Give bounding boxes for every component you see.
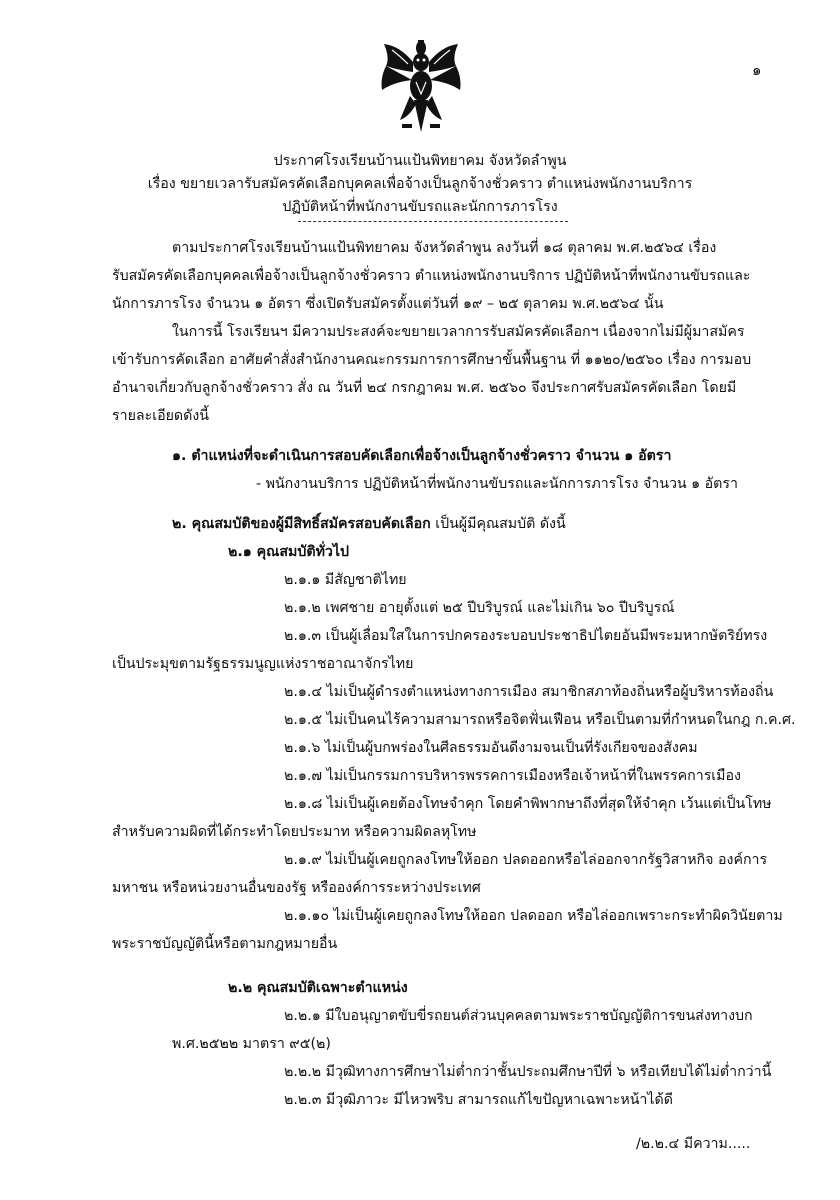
item-2-1-8-cont: สำหรับความผิดที่ได้กระทำโดยประมาท หรือความผิดลหุโทษ [112, 824, 477, 840]
intro-p1-line-3: นักการภารโรง จำนวน ๑ อัตรา ซึ่งเปิดรับสมัครตั้งแต่วันที่ ๑๙ – ๒๕ ตุลาคม พ.ศ.๒๕๖๔ นั้น [112, 296, 664, 312]
subsection-2-1-heading: ๒.๑ คุณสมบัติทั่วไป [228, 544, 350, 560]
item-2-1-9-cont: มหาชน หรือหน่วยงานอื่นของรัฐ หรือองค์การระหว่างประเทศ [112, 880, 481, 896]
item-2-1-6: ๒.๑.๖ ไม่เป็นผู้บกพร่องในศีลธรรมอันดีงามจนเป็นที่รังเกียจของสังคม [284, 740, 698, 756]
announcement-title: ประกาศโรงเรียนบ้านแป้นพิทยาคม จังหวัดลำพูน [273, 153, 567, 169]
intro-p2-line-3: อำนาจเกี่ยวกับลูกจ้างชั่วคราว สั่ง ณ วันที่ ๒๔ กรกฎาคม พ.ศ. ๒๕๖๐ จึงประกาศรับสมัครคัดเลือก โดยมี [112, 380, 737, 396]
item-2-1-8: ๒.๑.๘ ไม่เป็นผู้เคยต้องโทษจำคุก โดยคำพิพากษาถึงที่สุดให้จำคุก เว้นแต่เป็นโทษ [284, 796, 772, 812]
section-2-heading-tail: เป็นผู้มีคุณสมบัติ ดังนี้ [430, 516, 566, 532]
header-divider [298, 221, 568, 222]
item-2-1-3-cont: เป็นประมุขตามรัฐธรรมนูญแห่งราชอาณาจักรไทย [112, 656, 414, 672]
section-1-heading: ๑. ตำแหน่งที่จะดำเนินการสอบคัดเลือกเพื่อจ้างเป็นลูกจ้างชั่วคราว จำนวน ๑ อัตรา [172, 448, 672, 464]
continuation-note: /๒.๒.๔ มีความ..... [636, 1136, 751, 1152]
item-2-1-3: ๒.๑.๓ เป็นผู้เลื่อมใสในการปกครองระบอบประชาธิปไตยอันมีพระมหากษัตริย์ทรง [284, 628, 768, 644]
page-number: ๑ [752, 61, 762, 79]
item-2-1-7: ๒.๑.๗ ไม่เป็นกรรมการบริหารพรรคการเมืองหรือเจ้าหน้าที่ในพรรคการเมือง [284, 768, 741, 784]
garuda-emblem-icon [380, 36, 462, 136]
item-2-2-1-cont: พ.ศ.๒๕๒๒ มาตรา ๙๕(๒) [172, 1036, 331, 1052]
intro-p1-line-1: ตามประกาศโรงเรียนบ้านแป้นพิทยาคม จังหวัดลำพูน ลงวันที่ ๑๘ ตุลาคม พ.ศ.๒๕๖๔ เรื่อง [172, 240, 717, 256]
item-2-1-4: ๒.๑.๔ ไม่เป็นผู้ดำรงตำแหน่งทางการเมือง สมาชิกสภาท้องถิ่นหรือผู้บริหารท้องถิ่น [284, 684, 774, 700]
item-2-2-3: ๒.๒.๓ มีวุฒิภาวะ มีไหวพริบ สามารถแก้ไขปัญหาเฉพาะหน้าได้ดี [284, 1092, 673, 1108]
subsection-2-2-heading: ๒.๒ คุณสมบัติเฉพาะตำแหน่ง [228, 980, 408, 996]
intro-p2-line-2: เข้ารับการคัดเลือก อาศัยคำสั่งสำนักงานคณะกรรมการการศึกษาขั้นพื้นฐาน ที่ ๑๑๒๐/๒๕๖๐ เรื่อง การมอบ [112, 352, 752, 368]
item-2-1-1: ๒.๑.๑ มีสัญชาติไทย [284, 572, 407, 588]
section-2-heading-bold: ๒. คุณสมบัติของผู้มีสิทธิ์สมัครสอบคัดเลือก [172, 516, 431, 532]
section-2-heading [172, 514, 566, 534]
item-2-1-2: ๒.๑.๒ เพศชาย อายุตั้งแต่ ๒๕ ปีบริบูรณ์ และไม่เกิน ๖๐ ปีบริบูรณ์ [284, 600, 675, 616]
item-2-1-10-cont: พระราชบัญญัตินี้หรือตามกฎหมายอื่น [112, 936, 338, 952]
intro-p1-line-2: รับสมัครคัดเลือกบุคคลเพื่อจ้างเป็นลูกจ้างชั่วคราว ตำแหน่งพนักงานบริการ ปฏิบัติหน้าที่พนักงานขับรถและ [112, 268, 751, 284]
item-2-1-10: ๒.๑.๑๐ ไม่เป็นผู้เคยถูกลงโทษให้ออก ปลดออก หรือไล่ออกเพราะกระทำผิดวินัยตาม [284, 908, 783, 924]
intro-p2-line-1: ในการนี้ โรงเรียนฯ มีความประสงค์จะขยายเวลาการรับสมัครคัดเลือกฯ เนื่องจากไม่มีผู้มาสมัคร [172, 324, 745, 340]
subject-line-2: ปฏิบัติหน้าที่พนักงานขับรถและนักการภารโรง [282, 199, 558, 215]
section-1-item: - พนักงานบริการ ปฏิบัติหน้าที่พนักงานขับรถและนักการภารโรง จำนวน ๑ อัตรา [256, 476, 738, 492]
item-2-2-1: ๒.๒.๑ มีใบอนุญาตขับขี่รถยนต์ส่วนบุคคลตามพระราชบัญญัติการขนส่งทางบก [284, 1008, 753, 1024]
item-2-1-5: ๒.๑.๕ ไม่เป็นคนไร้ความสามารถหรือจิตฟั่นเฟือน หรือเป็นตามที่กำหนดในกฎ ก.ค.ศ. [284, 712, 796, 728]
item-2-2-2: ๒.๒.๒ มีวุฒิทางการศึกษาไม่ต่ำกว่าชั้นประถมศึกษาปีที่ ๖ หรือเทียบได้ไม่ต่ำกว่านี้ [284, 1064, 772, 1080]
intro-p2-line-4: รายละเอียดดังนี้ [112, 408, 209, 424]
subject-line-1: เรื่อง ขยายเวลารับสมัครคัดเลือกบุคคลเพื่อจ้างเป็นลูกจ้างชั่วคราว ตำแหน่งพนักงานบริการ [147, 176, 693, 192]
item-2-1-9: ๒.๑.๙ ไม่เป็นผู้เคยถูกลงโทษให้ออก ปลดออกหรือไล่ออกจากรัฐวิสาหกิจ องค์การ [284, 852, 768, 868]
